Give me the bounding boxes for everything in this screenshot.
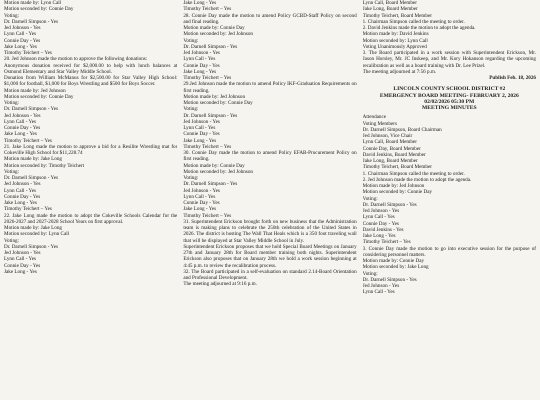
- text-line: Motion made by: Connie Day: [183, 25, 245, 31]
- text-line: Lynn Call, Board Member: [362, 139, 417, 146]
- text-line: Timothy Teichert, Board Member: [362, 12, 432, 19]
- text-line: Jake Long - Yes: [4, 43, 37, 50]
- paragraph: 29.Jed Johnson made the motion to amend Policy IKF-Graduation Requirements on first reading.: [183, 81, 357, 94]
- text-line: Timothy Teichert, Board Member: [362, 164, 432, 171]
- text-line: Motion seconded by: Jed Johnson: [183, 31, 254, 38]
- text-line: Dr. Darnell Simpson - Yes: [4, 18, 58, 25]
- paragraph: 21. Jake Long made the motion to approve a bid for a Resilite Wrestling mat for Cokeville High School for $11,228.74: [4, 143, 178, 156]
- text-line: Voting:: [183, 37, 199, 44]
- text-line: 1. Chairman Simpson called the meeting to order.: [362, 18, 465, 25]
- text-line: David Jenkins - Yes: [362, 226, 404, 233]
- text-line: Jake Long, Board Member: [362, 6, 418, 13]
- text-line: Jed Johnson, Vice Chair: [362, 133, 413, 140]
- text-line: Jake Long - Yes: [4, 131, 37, 138]
- text-line: Motion made by: Jed Johnson: [362, 183, 425, 190]
- text-line: Motion made by: Lynn Call: [4, 0, 62, 6]
- text-line: Dr. Darnell Simpson - Yes: [4, 243, 58, 250]
- text-line: The meeting adjourned at 7:56 p.m.: [362, 68, 437, 75]
- text-line: Jake Long - Yes: [362, 233, 396, 240]
- text-line: Lynn Call - Yes: [4, 187, 36, 194]
- text-line: Jed Johnson - Yes: [362, 283, 400, 290]
- text-line: Jed Johnson - Yes: [362, 208, 400, 215]
- paragraph: 22. Jake Long made the motion to adopt the Cokeville Schools Calendar for the 2026-2027 and 2027-2028 School Years on first approval.: [4, 212, 178, 225]
- text-line: Lynn Call, Board Member: [362, 0, 417, 6]
- text-line: Motion seconded by: Jed Johnson: [183, 168, 254, 175]
- text-line: Lynn Call - Yes: [362, 289, 395, 296]
- text-line: Jake Long, Board Member: [362, 158, 418, 165]
- text-line: Connie Day - Yes: [362, 220, 399, 227]
- text-line: Jed Johnson - Yes: [4, 250, 41, 256]
- text-line: Motion seconded by: Connie Day: [4, 6, 74, 13]
- text-line: Lynn Call - Yes: [183, 56, 216, 63]
- text-line: Voting Members: [362, 120, 397, 127]
- text-line: Voting:: [4, 100, 20, 106]
- text-line: Motion seconded by: Timothy Teichert: [4, 162, 85, 169]
- paragraph: Anonymous donation received for $2,000.00 to help with lunch balances at Osmond Elementary and Star Valley Middle School.: [4, 62, 178, 75]
- text-line: Dr. Darnell Simpson - Yes: [4, 106, 58, 113]
- text-line: Motion made by: Jake Long: [4, 156, 62, 163]
- meeting-datetime: 02/02/2026 05:30 PM: [424, 98, 475, 105]
- column-3: [363, 0, 536, 400]
- text-line: Lynn Call - Yes: [183, 125, 216, 131]
- meeting-heading: EMERGENCY BOARD MEETING- FEBRUARY 2, 2026: [379, 92, 519, 99]
- text-line: Dr. Darnell Simpson - Yes: [183, 181, 238, 188]
- paragraph: Donation from William McManus for $2,500.00 for Star Valley High School: $1,000 for football, $1,000 for Boys Wrestling and $500 for Boys Soccer.: [4, 75, 178, 88]
- text-line: Connie Day - Yes: [4, 193, 41, 200]
- text-line: Connie Day - Yes: [4, 37, 41, 44]
- paragraph: 3. Connie Day made the motion to go into executive session for the purpose of considering personnel matters.: [362, 245, 536, 258]
- text-line: Voting Unanimously Approved: [362, 43, 427, 50]
- text-line: Jed Johnson - Yes: [4, 181, 41, 188]
- text-line: Motion made by: Jed Johnson: [183, 93, 246, 100]
- text-line: David Jenkins, Board Member: [362, 151, 426, 158]
- text-line: Timothy Teichert – Yes: [4, 206, 52, 213]
- text-line: Timothy Teichert – Yes: [183, 75, 232, 81]
- column-1: [4, 0, 177, 400]
- text-line: Motion seconded by: Jake Long: [362, 264, 429, 271]
- district-heading: LINCOLN COUNTY SCHOOL DISTRICT #2: [393, 86, 506, 93]
- text-line: Voting:: [362, 270, 378, 277]
- text-line: Lynn Call - Yes: [4, 31, 36, 38]
- text-line: Motion made by: Connie Day: [183, 162, 245, 169]
- text-line: Lynn Call - Yes: [362, 214, 395, 221]
- column-2: [183, 0, 356, 400]
- text-line: Voting:: [4, 168, 20, 175]
- text-line: Voting:: [183, 175, 199, 181]
- text-line: Jake Long - Yes: [4, 268, 37, 275]
- paragraph: 30. Connie Day made the motion to amend Policy EFAB-Procurement Policy on first reading.: [183, 150, 357, 163]
- text-line: Connie Day - Yes: [183, 200, 220, 206]
- text-line: Dr. Darnell Simpson - Yes: [4, 175, 58, 181]
- text-line: Timothy Teichert – Yes: [362, 239, 411, 246]
- text-line: Motion made by: Jake Long: [4, 225, 62, 231]
- text-line: Jake Long - Yes: [4, 200, 37, 206]
- text-line: Lynn Call - Yes: [183, 193, 216, 200]
- text-line: Lynn Call - Yes: [4, 256, 36, 263]
- text-line: Motion made by: David Jenkins: [362, 31, 429, 38]
- text-line: Timothy Teichert – Yes: [183, 6, 232, 13]
- text-line: 2. Jed Johnson made the motion to adopt the agenda.: [362, 176, 472, 183]
- text-line: Dr. Darnell Simpson - Yes: [362, 276, 417, 283]
- text-line: Jed Johnson - Yes: [183, 50, 220, 56]
- text-line: Connie Day - Yes: [183, 131, 220, 138]
- text-line: Voting:: [183, 106, 199, 113]
- text-line: Connie Day - Yes: [4, 262, 41, 269]
- paragraph: 31. Superintendent Erickson brought forth on new business that the Administration team is making plans to celebrate the 250th celebration of the United States in 2026. The district is hosting The Wall That Heals which is a 350 foot traveling wall that will be displayed at Star Valley Middle School in July.: [183, 218, 357, 244]
- text-line: Voting:: [362, 195, 378, 202]
- text-line: Motion seconded by: Connie Day: [4, 93, 74, 100]
- text-line: Motion made by: Jed Johnson: [4, 87, 66, 94]
- text-line: Motion seconded by: Lynn Call: [362, 37, 428, 44]
- text-line: Jed Johnson - Yes: [4, 25, 41, 31]
- text-line: Voting:: [4, 237, 20, 244]
- text-line: Lynn Call - Yes: [4, 118, 36, 125]
- text-line: Timothy Teichert – Yes: [183, 143, 232, 150]
- text-line: Motion made by: Connie Day: [362, 258, 425, 265]
- text-line: Dr. Darnell Simpson - Yes: [183, 43, 238, 50]
- paragraph: Superintendent Erickson proposes that we hold Special Board Meetings on January 27th and January 28th for Board member training both nights. Superintendent Erickson also proposes that on January 28th we hold a work session beginning at 4:45 p.m. to review the recalibration process.: [183, 243, 357, 269]
- text-line: Jake Long - Yes: [183, 137, 217, 144]
- text-line: The meeting adjourned at 9:16 p.m.: [183, 281, 257, 288]
- publish-date: Publish Feb. 18, 2026: [489, 75, 536, 81]
- paragraph: 3. The Board participated in a work session with Superintendent Erickson, Mr. Jason Horsley, Mr. JC Inskeep, and Mr. Kory Hokanson regarding the upcoming recalibration as well as a board training with Dr. Lee Prizel.: [362, 50, 536, 69]
- text-line: Dr. Darnell Simpson, Board Chairman: [362, 126, 442, 133]
- text-line: Jake Long - Yes: [183, 206, 217, 213]
- paragraph: 20. Jed Johnson made the motion to approve the following donations:: [4, 56, 148, 63]
- text-line: Jed Johnson - Yes: [183, 118, 220, 125]
- text-line: Attendance: [362, 114, 387, 121]
- text-line: Motion seconded by: Connie Day: [183, 100, 253, 106]
- text-line: Timothy Teichert – Yes: [4, 50, 52, 56]
- text-line: Motion seconded by: Connie Day: [362, 189, 433, 196]
- text-line: Jed Johnson - Yes: [4, 112, 41, 119]
- paragraph: 28. Connie Day made the motion to amend Policy GCBD-Staff Policy on second and final reading.: [183, 12, 357, 25]
- text-line: Connie Day, Board Member: [362, 145, 421, 152]
- text-line: Jed Johnson - Yes: [183, 187, 220, 194]
- text-line: Dr. Darnell Simpson - Yes: [362, 201, 417, 208]
- text-line: Connie Day - Yes: [4, 125, 41, 131]
- text-line: 1. Chairman Simpson called the meeting to order.: [362, 170, 465, 177]
- text-line: 2. David Jenkins made the motion to adopt the agenda.: [362, 25, 476, 31]
- text-line: Jake Long - Yes: [183, 68, 217, 75]
- text-line: Timothy Teichert – Yes: [4, 137, 52, 144]
- text-line: Connie Day - Yes: [183, 62, 220, 69]
- text-line: Dr. Darnell Simpson - Yes: [183, 112, 238, 119]
- text-line: Motion seconded by: Lynn Call: [4, 231, 70, 238]
- paragraph: 32. The Board participated in a self-evaluation on standard 2.14-Board Orientation and Professional Development.: [183, 268, 357, 281]
- minutes-heading: MEETING MINUTES: [422, 105, 477, 112]
- text-line: Timothy Teichert – Yes: [183, 212, 232, 219]
- text-line: Jake Long - Yes: [183, 0, 217, 6]
- text-line: Voting:: [4, 12, 20, 19]
